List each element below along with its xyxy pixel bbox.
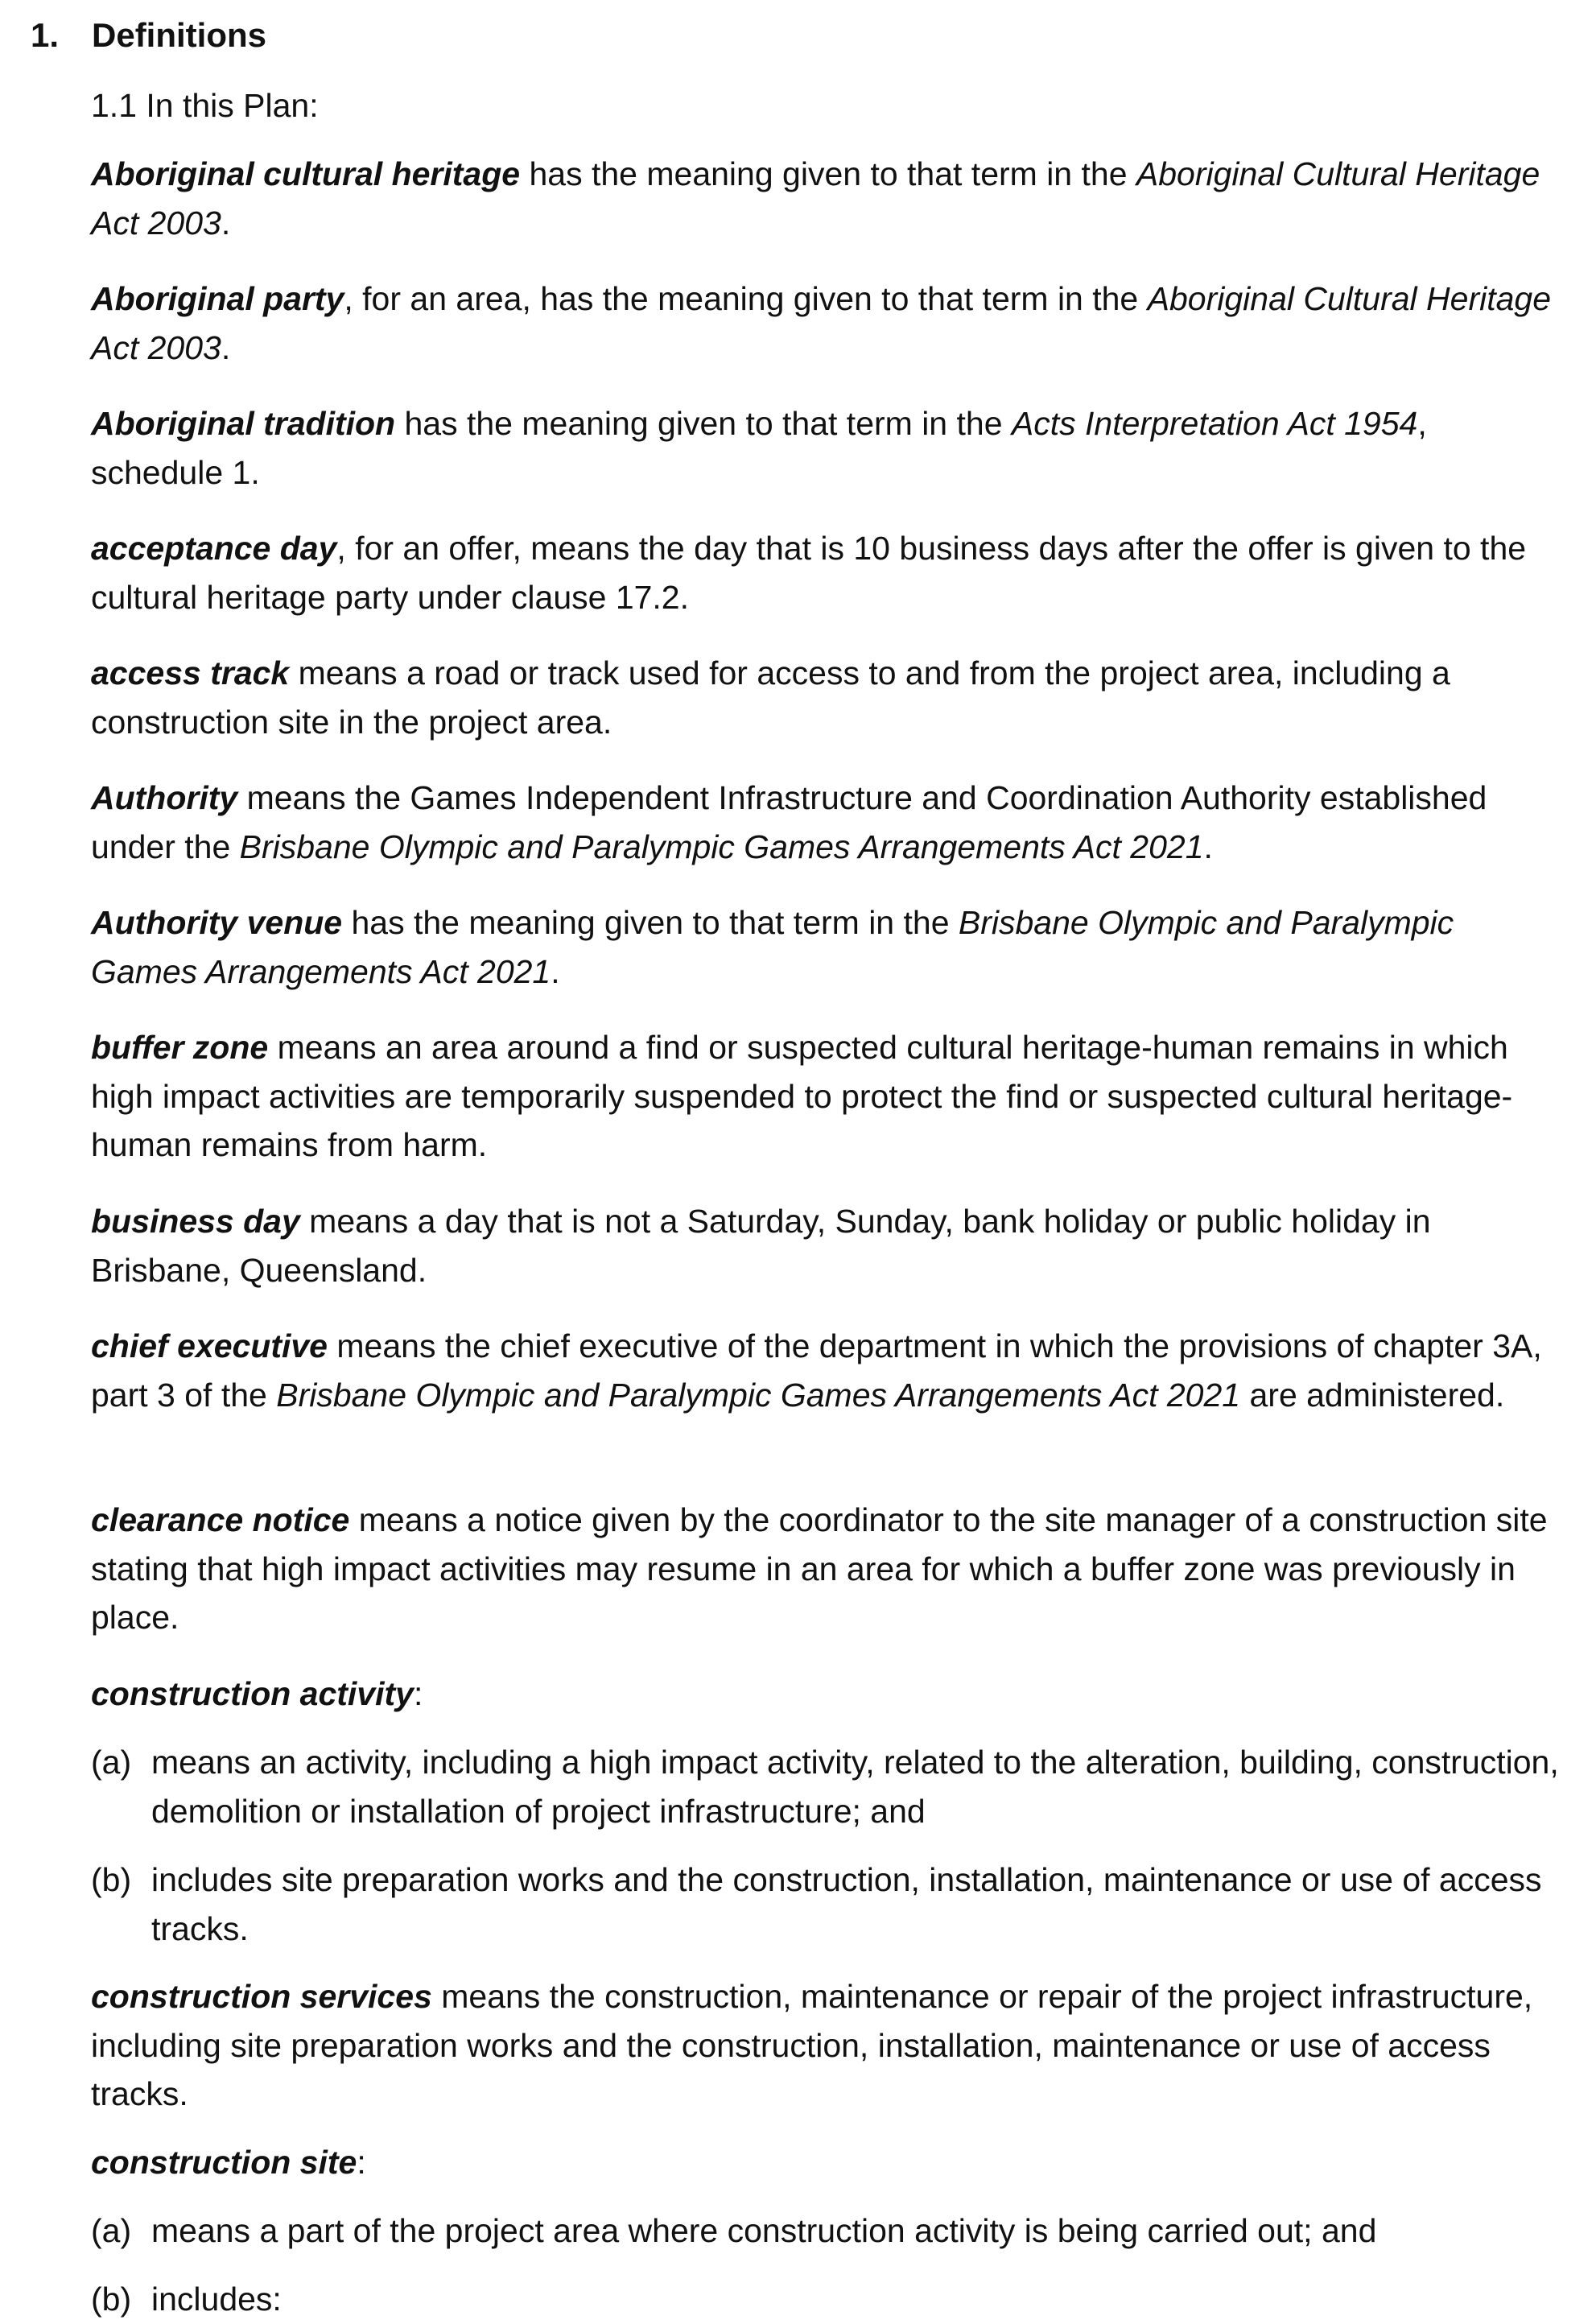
section-title: Definitions [92,16,266,54]
definition-term: chief executive [91,1327,328,1364]
intro-clause: 1.1 In this Plan: [91,87,319,124]
act-name: Brisbane Olympic and Paralympic Games Arrangements Act 2021 [91,904,1454,990]
list-item-text: includes site preparation works and the construction, installation, maintenance or use of access tracks. [151,1861,1542,1947]
definition-text: has the meaning given to that term in the [342,904,959,941]
list-item-label: (a) [91,2212,132,2249]
definition-text: means a road or track used for access to and from the project area, including a construction site in the project area. [91,654,1450,741]
definition-construction-site [91,2138,1564,2187]
act-name: Aboriginal Cultural Heritage Act 2003 [91,155,1540,241]
definition-buffer-zone [91,1023,1564,1170]
definition-term: Aboriginal tradition [91,405,396,442]
definition-term: Aboriginal cultural heritage [91,155,521,192]
definition-authority-venue [91,898,1564,996]
definition-construction-activity [91,1670,1564,1719]
act-name: Aboriginal Cultural Heritage Act 2003 [91,280,1552,366]
definition-aboriginal-party [91,275,1564,372]
list-item-text: means a part of the project area where construction activity is being carried out; and [151,2212,1377,2249]
definition-text: means a day that is not a Saturday, Sunday, bank holiday or public holiday in Brisbane, Queensland. [91,1203,1431,1289]
list-item-text: includes: [151,2281,282,2318]
definition-text: . [1203,828,1213,865]
definition-construction-services [91,1972,1564,2119]
definition-term: construction services [91,1978,432,2015]
list-item-label: (b) [91,1861,132,1898]
definition-text: . [221,328,231,366]
definition-text: . [221,204,231,241]
definition-text: : [357,2144,366,2181]
definition-term: access track [91,654,290,691]
definition-text: has the meaning given to that term in the [520,155,1136,192]
definition-text: are administered. [1240,1376,1505,1414]
list-item [91,1738,1564,1835]
definition-text: means the construction, maintenance or repair of the project infrastructure, including site preparation works and the construction, installation, maintenance or use of access tracks. [91,1978,1533,2112]
definition-text: : [413,1675,423,1712]
act-name: Brisbane Olympic and Paralympic Games Arrangements Act 2021 [276,1376,1241,1414]
list-item-text: means an activity, including a high impact activity, related to the alteration, building, construction, demolition or installation of project infrastructure; and [151,1744,1559,1830]
list-item [91,2206,1564,2256]
definition-acceptance-day [91,524,1564,621]
definition-text: has the meaning given to that term in the [395,405,1012,442]
definition-text: , schedule 1. [91,405,1427,491]
definition-term: clearance notice [91,1501,350,1538]
list-item-label: (a) [91,1744,132,1781]
act-name: Brisbane Olympic and Paralympic Games Arrangements Act 2021 [239,828,1204,865]
section-number: 1. [31,16,60,54]
definition-authority [91,774,1564,871]
definition-aboriginal-cultural-heritage [91,150,1564,247]
definition-chief-executive [91,1322,1564,1419]
list-item-label: (b) [91,2281,132,2318]
act-name: Acts Interpretation Act 1954 [1011,405,1418,442]
definition-business-day [91,1197,1564,1294]
definition-text: , for an area, has the meaning given to that term in the [344,280,1148,317]
definition-text: , for an offer, means the day that is 10 business days after the offer is given to the cultural heritage party under clause 17.2. [91,530,1527,616]
definition-access-track [91,649,1564,746]
definition-text: . [551,952,560,990]
definition-term: construction site [91,2144,357,2181]
definition-term: business day [91,1203,300,1240]
definition-aboriginal-tradition [91,399,1564,497]
definition-term: buffer zone [91,1029,269,1066]
section-heading [31,11,266,60]
definition-term: Authority [91,779,238,816]
definition-term: acceptance day [91,530,337,567]
definition-term: construction activity [91,1675,414,1712]
list-item [91,2275,1564,2324]
list-item [91,1855,1564,1953]
definition-term: Aboriginal party [91,280,344,317]
definition-text: means the Games Independent Infrastructure and Coordination Authority established under the [91,779,1487,865]
definition-clearance-notice [91,1496,1564,1642]
definition-term: Authority venue [91,904,343,941]
definition-text: means an area around a find or suspected cultural heritage-human remains in which high impact activities are temporarily suspended to protect the find or suspected cultural heritage-human remains from harm. [91,1029,1513,1163]
definition-text: means the chief executive of the department in which the provisions of chapter 3A, part 3 of the [91,1327,1542,1414]
definition-text: means a notice given by the coordinator to the site manager of a construction site stating that high impact activities may resume in an area for which a buffer zone was previously in place. [91,1501,1548,1636]
